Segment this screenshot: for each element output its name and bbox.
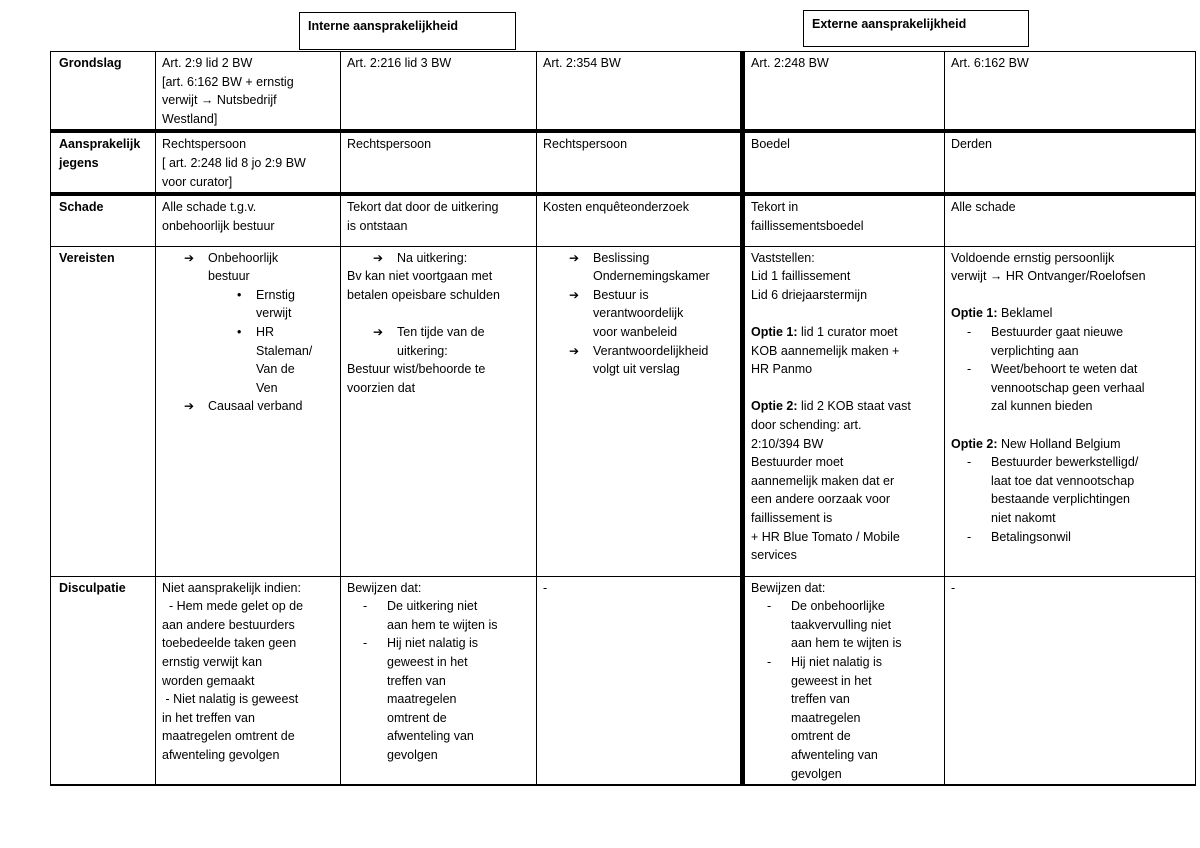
text-line: Staleman/ [256, 343, 313, 358]
text-line: Westland] [162, 111, 218, 126]
text-line: voor curator] [162, 174, 233, 189]
arrow-item-beslissing [569, 249, 734, 286]
text-na-uitkering [347, 267, 530, 304]
text-line: gevolgen [791, 766, 842, 781]
text-line: ernstig verwijt kan [162, 655, 263, 670]
cell-schade-4 [743, 194, 945, 246]
text-line: verwijt [256, 306, 292, 321]
text-line: ➔ Ten tijde van de [397, 325, 485, 340]
text-line: voorzien dat [347, 380, 416, 395]
cell-grondslag-3: Art. 2:354 BW [537, 52, 743, 132]
cell-jegens-2: Rechtspersoon [341, 131, 537, 194]
cell-jegens-5: Derden [945, 131, 1196, 194]
arrow-item-ten-tijde [373, 323, 530, 360]
text-line: uitkering: [397, 343, 448, 358]
text-line: [ art. 2:248 lid 8 jo 2:9 BW [162, 155, 306, 170]
text-line: afwenteling gevolgen [162, 748, 280, 762]
text-line: - Bestuurder bewerkstelligd/ [991, 455, 1139, 470]
bullet-item-ernstig-verwijt [228, 286, 334, 323]
text-line: Tekort dat door de uitkering [347, 200, 499, 215]
optie-1-line: Optie 1: lid 1 curator moet [751, 325, 898, 340]
cell-jegens-4: Boedel [743, 131, 945, 194]
text-ten-tijde [347, 360, 530, 397]
text-line: - De onbehoorlijke [791, 599, 885, 614]
label-schade: Schade [51, 194, 156, 246]
dash-item-disc4-b [751, 653, 938, 783]
optie-1-beklamel: Optie 1: Beklamel [951, 306, 1053, 321]
text-line: treffen van [387, 673, 446, 688]
text-line: [art. 6:162 BW + ernstig [162, 74, 294, 89]
cell-grondslag-4: Art. 2:248 BW [743, 52, 945, 132]
text-line: maatregelen [387, 692, 457, 707]
cell-vereisten-2 [341, 246, 537, 576]
text-line: ➔ Verantwoordelijkheid [593, 343, 709, 358]
aansprakelijkheid-table [50, 51, 1196, 786]
text-line: niet nakomt [991, 510, 1056, 525]
text-line: Alle schade t.g.v. [162, 200, 257, 215]
optie-2-line: Optie 2: lid 2 KOB staat vast [751, 399, 911, 414]
text-line: verplichting aan [991, 343, 1079, 358]
cell-disculpatie-2: Bewijzen dat: - De uitkering niet aan hem te wijten is - Hij niet nalatig is geweest in het treffen van maatregelen omtrent de afwenteling van gevolgen [341, 576, 537, 785]
text-line: aan hem te wijten is [791, 636, 902, 651]
text-line: bestuur [208, 269, 250, 284]
text-line: maatregelen [791, 710, 861, 725]
text-line: verwijt → HR Ontvanger/Roelofsen [951, 269, 1146, 284]
cell-disculpatie-4: Bewijzen dat: - De onbehoorlijke taakvervulling niet aan hem te wijten is - Hij niet nalatig is geweest in het treffen van maatregelen omtrent de afwenteling van gevolgen [743, 576, 945, 785]
cell-jegens-3: Rechtspersoon [537, 131, 743, 194]
cell-vereisten-3 [537, 246, 743, 576]
arrow-item-causaal-verband: ➔ Causaal verband [184, 397, 334, 416]
text-line: volgt uit verslag [593, 362, 680, 377]
text-line: Bv kan niet voortgaan met [347, 269, 493, 284]
cell-vereisten-1 [156, 246, 341, 576]
text-line: aan hem te wijten is [387, 617, 498, 632]
cell-schade-2 [341, 194, 537, 246]
text-line: zal kunnen bieden [991, 399, 1093, 414]
header-externe-aansprakelijkheid: Externe aansprakelijkheid [803, 10, 1029, 47]
text-line: Ondernemingskamer [593, 269, 710, 284]
text-line: Lid 6 driejaarstermijn [751, 287, 868, 302]
text-line: ➔ Beslissing [593, 250, 650, 265]
label-aansprakelijk-jegens [51, 131, 156, 194]
header-interne-aansprakelijkheid: Interne aansprakelijkheid [299, 12, 516, 50]
text-line: - Hem mede gelet op de [162, 599, 304, 614]
dash-item-disc4-a [751, 597, 938, 653]
optie-1-text [751, 342, 938, 379]
text-line: aannemelijk maken dat er [751, 473, 895, 488]
text-line: HR Panmo [751, 362, 813, 377]
text-line: vennootschap geen verhaal [991, 380, 1145, 395]
label-vereisten: Vereisten [51, 246, 156, 576]
text-line: - Weet/behoort te weten dat [991, 362, 1138, 377]
text-line: onbehoorlijk bestuur [162, 218, 275, 233]
arrow-item-na-uitkering: ➔ Na uitkering: [373, 249, 530, 268]
text-line: voor wanbeleid [593, 325, 678, 340]
text-line: ➔ Onbehoorlijk [208, 250, 279, 265]
cell-grondslag-1 [156, 52, 341, 132]
text-line: - Niet nalatig is geweest [162, 692, 299, 707]
text-line: gevolgen [387, 748, 438, 762]
text-line: Voldoende ernstig persoonlijk [951, 250, 1115, 265]
text-line: faillissementsboedel [751, 218, 864, 233]
row-schade [51, 194, 1196, 246]
text-line: bestaande verplichtingen [991, 492, 1130, 507]
text-line: - Hij niet nalatig is [387, 636, 479, 651]
text-line: afwenteling van [791, 748, 878, 762]
text-line: Ven [256, 380, 278, 395]
arrow-item-verantwoordelijkheid [569, 342, 734, 379]
text-line: - Bestuurder gaat nieuwe [991, 325, 1124, 340]
cell-vereisten-4 [743, 246, 945, 576]
cell-disculpatie-5: - [945, 576, 1196, 785]
text-line: - De uitkering niet [387, 599, 478, 614]
text-line: services [751, 548, 797, 563]
optie-2-new-holland: Optie 2: New Holland Belgium [951, 436, 1121, 451]
text-line: omtrent de [387, 710, 447, 725]
text-line: betalen opeisbare schulden [347, 287, 500, 302]
bullet-item-hr-staleman [228, 323, 334, 397]
text-line: Rechtspersoon [162, 137, 247, 152]
text-line: taakvervulling niet [791, 617, 892, 632]
cell-vereisten-5 [945, 246, 1196, 576]
label-disculpatie: Disculpatie [51, 576, 156, 785]
text-line: in het treffen van [162, 710, 255, 725]
text-line: verwijt → Nutsbedrijf [162, 93, 277, 108]
text-line: 2:10/394 BW [751, 436, 824, 451]
cell-disculpatie-1 [156, 576, 341, 785]
dash-item-optie1-b [951, 360, 1189, 416]
cell-schade-5: Alle schade [945, 194, 1196, 246]
text-line: Niet aansprakelijk indien: [162, 580, 301, 595]
text-line: maatregelen omtrent de [162, 729, 295, 744]
text-line: - Betalingsonwil [991, 529, 1071, 544]
arrow-item-bestuur-verantwoordelijk [569, 286, 734, 342]
cell-schade-3: Kosten enquêteonderzoek [537, 194, 743, 246]
text-line: worden gemaakt [162, 673, 255, 688]
text-line: toebedeelde taken geen [162, 636, 297, 651]
text-line: ➔ Bestuur is [593, 287, 649, 302]
text-line: aan andere bestuurders [162, 617, 295, 632]
optie-2-text [751, 416, 938, 565]
dash-item-disc2-b [347, 634, 530, 764]
row-disculpatie [51, 576, 1196, 785]
row-aansprakelijk-jegens [51, 131, 1196, 194]
dash-item-optie1-a [951, 323, 1189, 360]
text-line: Bestuurder moet [751, 455, 844, 470]
row-vereisten [51, 246, 1196, 576]
text-line: Tekort in [751, 200, 799, 215]
text-line: KOB aannemelijk maken + [751, 343, 900, 358]
text-line: verantwoordelijk [593, 306, 684, 321]
text-line: Bestuur wist/behoorde te [347, 362, 486, 377]
text-line: + HR Blue Tomato / Mobile [751, 529, 900, 544]
text-line: omtrent de [791, 729, 851, 744]
cell-grondslag-2: Art. 2:216 lid 3 BW [341, 52, 537, 132]
text-line: Vaststellen: [751, 250, 815, 265]
text-voldoende-ernstig [951, 249, 1189, 286]
text-line: • Ernstig [256, 287, 295, 302]
text-line: faillissement is [751, 510, 833, 525]
text-line: Aansprakelijk [59, 137, 141, 152]
cell-disculpatie-3: - [537, 576, 743, 785]
dash-item-disc2-a [347, 597, 530, 634]
text-line: • HR [256, 325, 275, 340]
dash-item-optie2-b [951, 528, 1189, 547]
text-line: jegens [59, 155, 99, 170]
text-line: een andere oorzaak voor [751, 492, 890, 507]
text-line: geweest in het [387, 655, 468, 670]
text-line: door schending: art. [751, 418, 862, 432]
cell-jegens-1 [156, 131, 341, 194]
label-grondslag: Grondslag [51, 52, 156, 132]
text-line: Van de [256, 362, 295, 377]
text-vaststellen [751, 249, 938, 305]
text-line: - Hij niet nalatig is [791, 655, 883, 670]
arrow-item-onbehoorlijk-bestuur [184, 249, 334, 286]
text-line: treffen van [791, 692, 850, 707]
row-grondslag [51, 52, 1196, 132]
text-line: Art. 2:9 lid 2 BW [162, 56, 253, 70]
dash-item-optie2-a [951, 453, 1189, 527]
cell-grondslag-5: Art. 6:162 BW [945, 52, 1196, 132]
cell-schade-1 [156, 194, 341, 246]
text-line: is ontstaan [347, 218, 408, 233]
text-line: laat toe dat vennootschap [991, 473, 1135, 488]
text-line: geweest in het [791, 673, 872, 688]
text-line: afwenteling van [387, 729, 474, 744]
text-line: Lid 1 faillissement [751, 269, 851, 284]
